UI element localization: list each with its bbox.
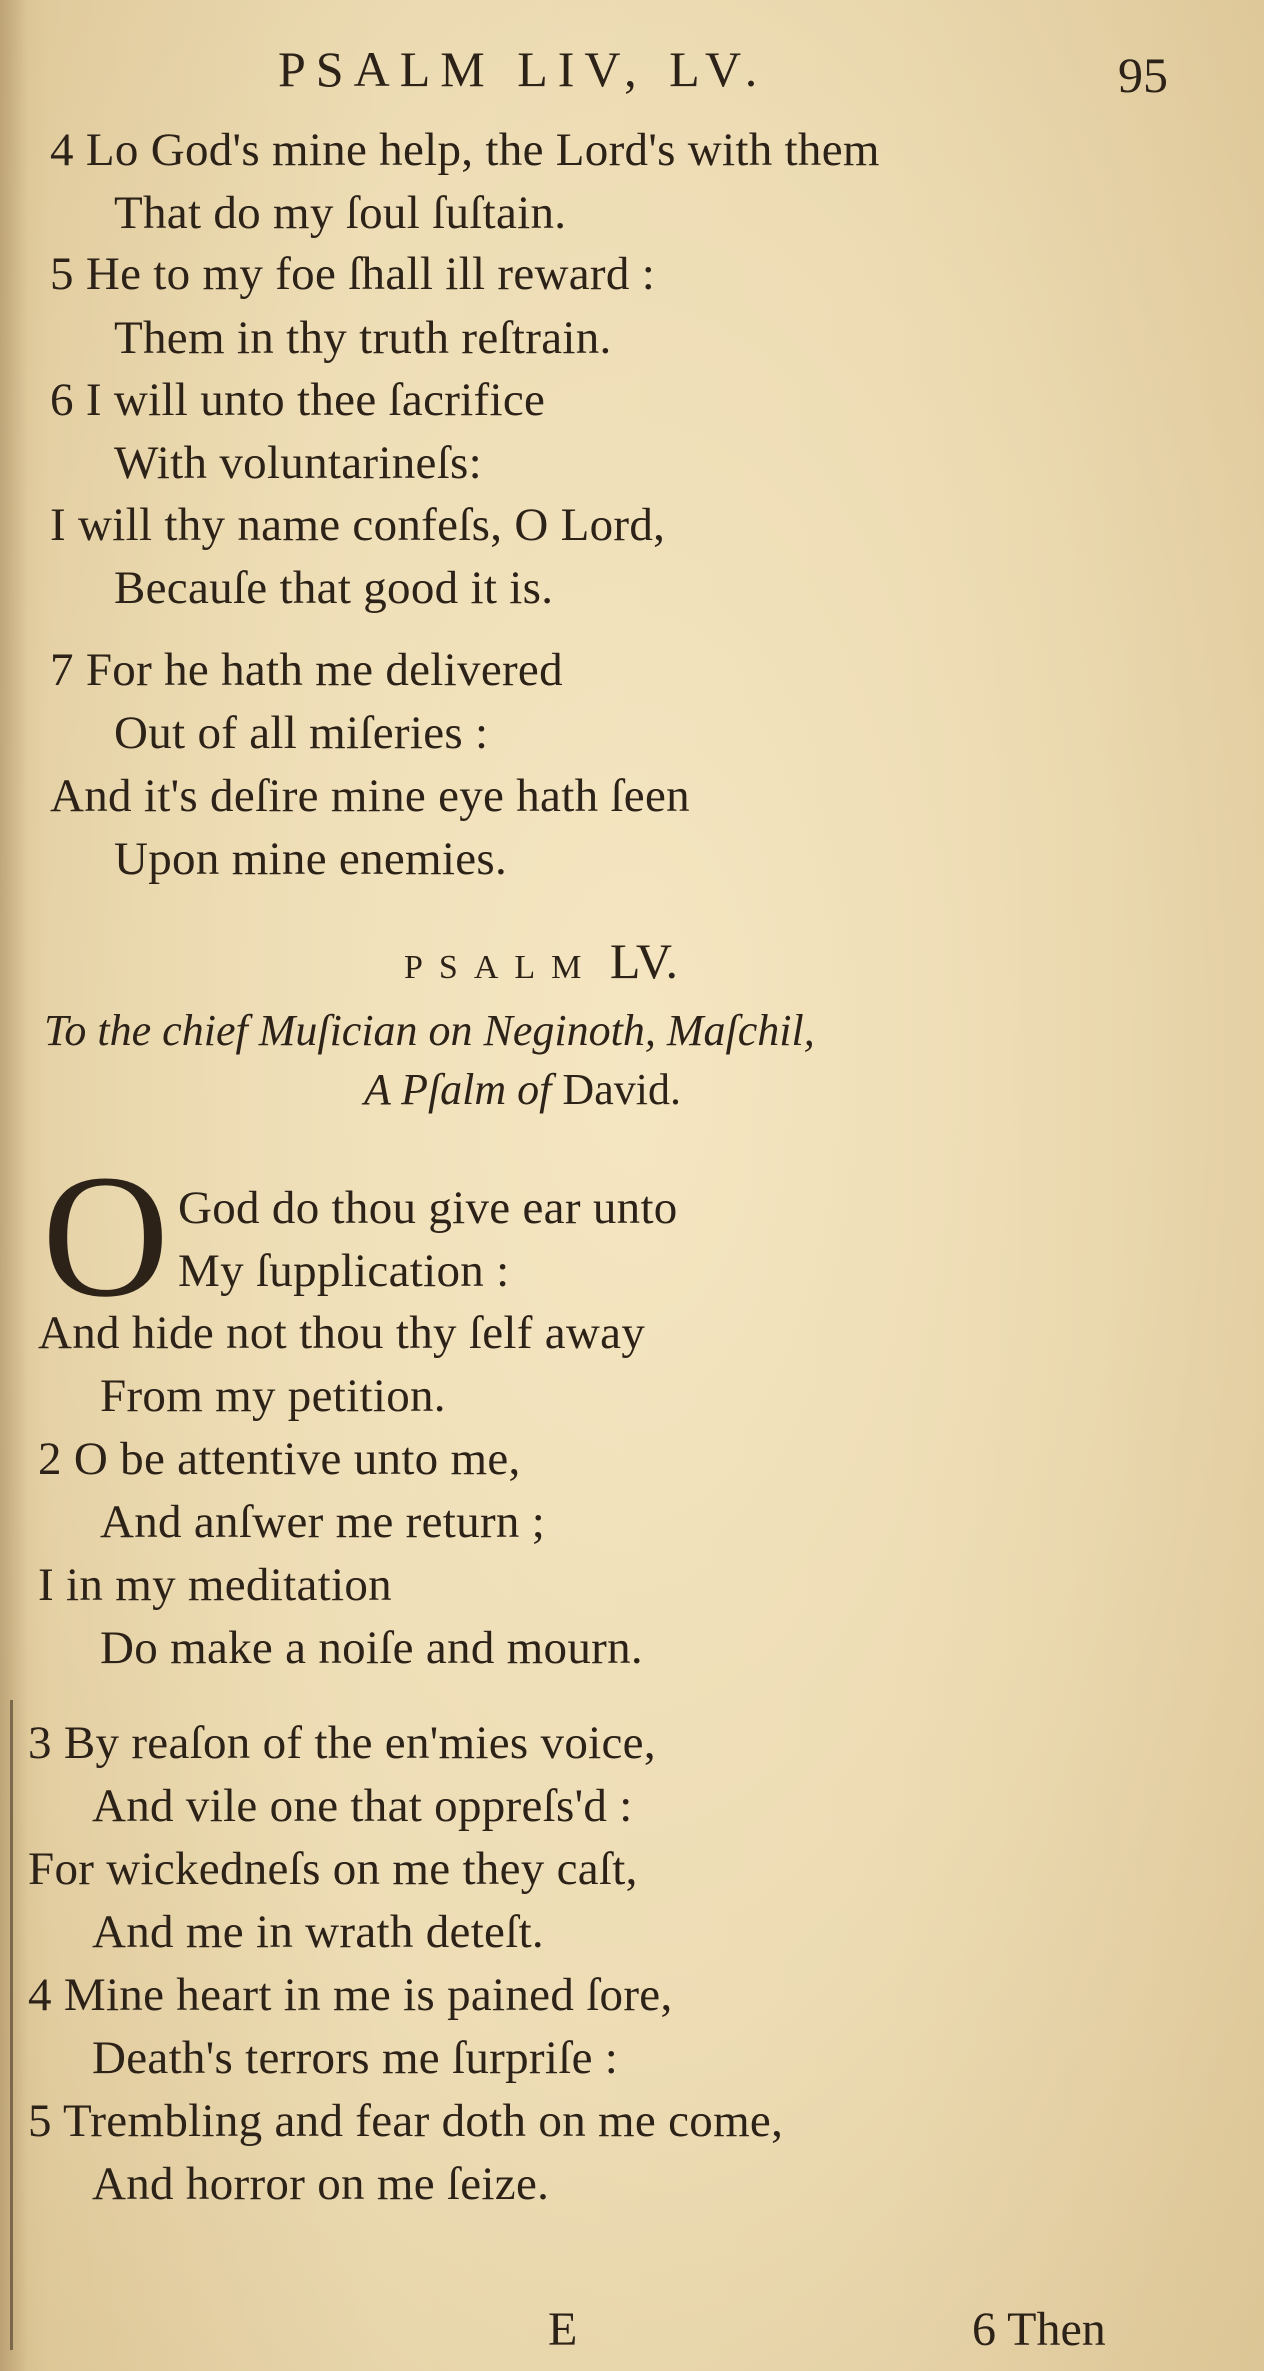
verse-line: 5 He to my foe ſhall ill reward : [50, 248, 656, 300]
verse-line: 7 For he hath me delivered [50, 644, 563, 696]
psalm-title [404, 932, 678, 990]
verse-line: And anſwer me return ; [100, 1496, 546, 1548]
verse-line: God do thou give ear unto [178, 1182, 678, 1234]
verse-line: I in my meditation [38, 1559, 392, 1611]
gutter-rule [10, 1700, 13, 2350]
verse-line: 3 By reaſon of the en'mies voice, [28, 1717, 656, 1769]
signature-mark: E [548, 2303, 578, 2356]
running-title: PSALM LIV, LV. [278, 41, 768, 97]
psalm-subtitle-line1: To the chief Muſician on Neginoth, Maſchil, [44, 1006, 815, 1055]
subtitle-italic: A Pſalm of [364, 1065, 552, 1114]
catchword: 6 Then [972, 2303, 1106, 2356]
psalm-title-numeral: LV. [609, 933, 678, 989]
verse-line: 4 Lo God's mine help, the Lord's with them [50, 124, 880, 176]
verse-line: Becauſe that good it is. [114, 562, 554, 614]
verse-line: And vile one that oppreſs'd : [92, 1780, 633, 1832]
page-edge-shadow [0, 0, 28, 2371]
drop-cap: O [42, 1139, 170, 1334]
verse-line: Do make a noiſe and mourn. [100, 1622, 643, 1674]
verse-line: My ſupplication : [178, 1245, 510, 1297]
verse-line: 2 O be attentive unto me, [38, 1433, 521, 1485]
verse-line: From my petition. [100, 1370, 446, 1422]
verse-line: And horror on me ſeize. [92, 2158, 550, 2210]
verse-line: Upon mine enemies. [114, 833, 508, 885]
verse-line: And me in wrath deteſt. [92, 1906, 544, 1958]
subtitle-roman: David. [562, 1065, 681, 1114]
psalm-title-word: PSALM [404, 949, 598, 986]
verse-line: And hide not thou thy ſelf away [38, 1307, 646, 1359]
verse-line: Death's terrors me ſurpriſe : [92, 2032, 619, 2084]
psalm-subtitle-line2 [364, 1064, 681, 1115]
verse-line: 6 I will unto thee ſacrifice [50, 374, 546, 426]
verse-line: I will thy name confeſs, O Lord, [50, 499, 666, 551]
verse-line: 5 Trembling and fear doth on me come, [28, 2095, 784, 2147]
verse-line: For wickedneſs on me they caſt, [28, 1843, 638, 1895]
verse-line: Out of all miſeries : [114, 707, 489, 759]
verse-line: With voluntarineſs: [114, 437, 482, 489]
verse-line: Them in thy truth reſtrain. [114, 312, 612, 364]
page-number: 95 [1118, 47, 1168, 103]
verse-line: That do my ſoul ſuſtain. [114, 187, 567, 239]
verse-line: 4 Mine heart in me is pained ſore, [28, 1969, 673, 2021]
verse-line: And it's deſire mine eye hath ſeen [50, 770, 690, 822]
